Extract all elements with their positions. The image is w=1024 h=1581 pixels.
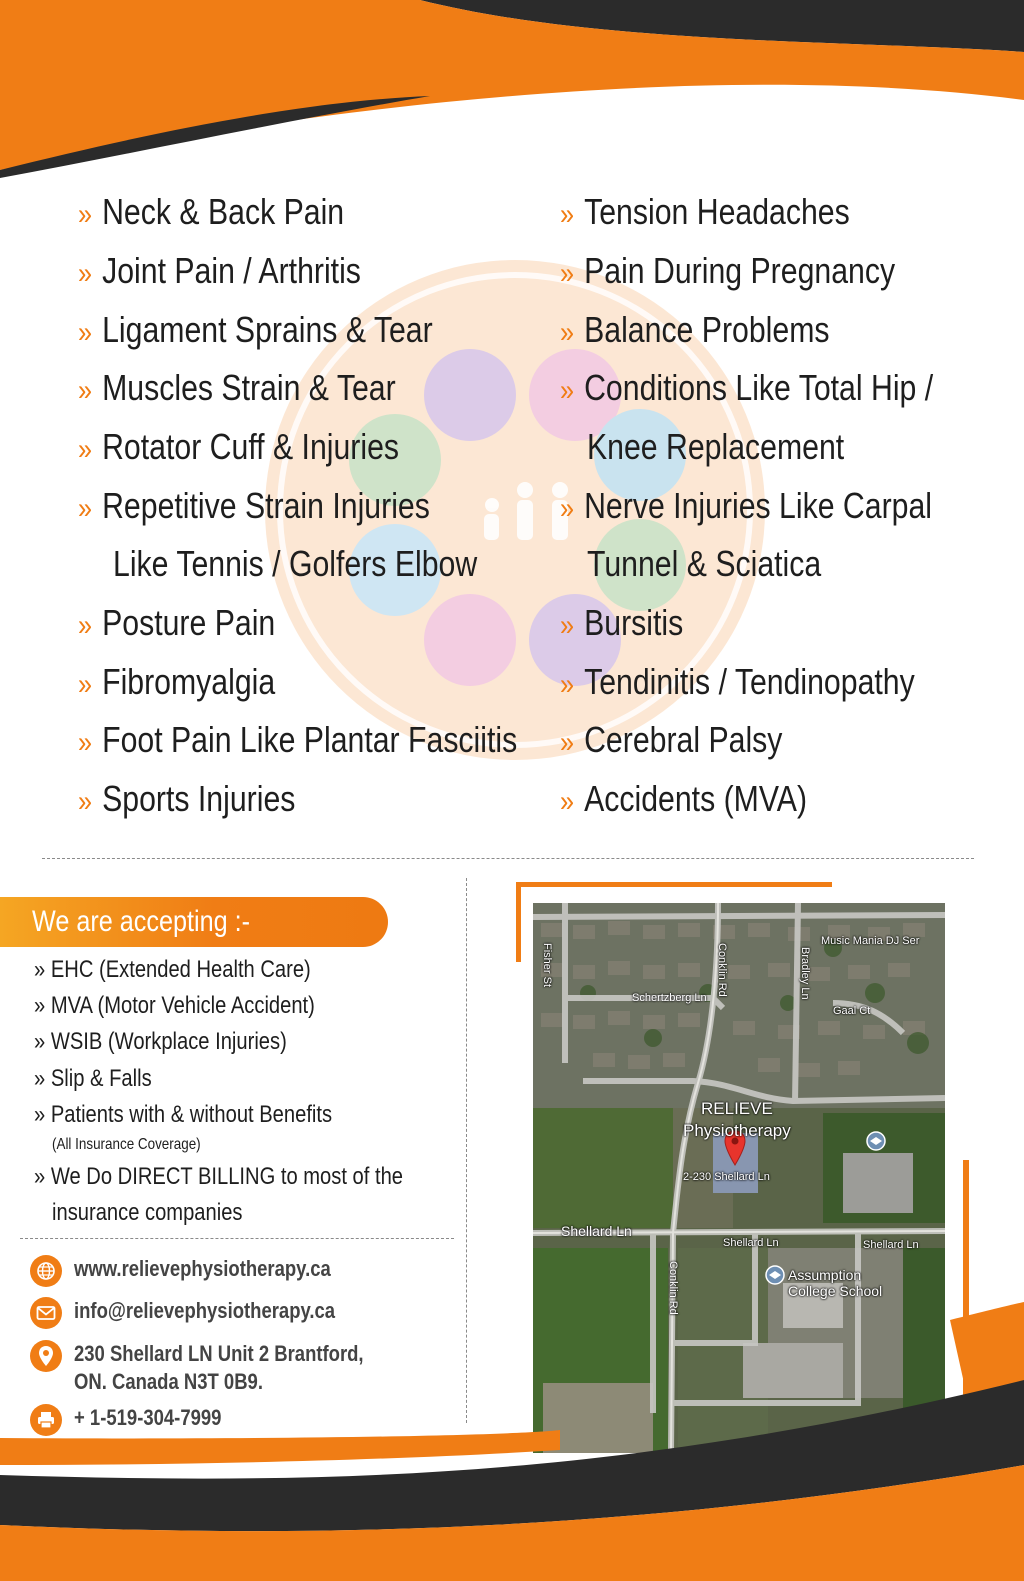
service-item: » Repetitive Strain Injuries bbox=[78, 485, 430, 526]
accepting-title: We are accepting :- bbox=[32, 905, 251, 938]
map-label-schertzberg: Schertzberg Ln bbox=[632, 992, 707, 1004]
map-label-assumption: Assumption bbox=[788, 1267, 862, 1283]
service-item: » Pain During Pregnancy bbox=[560, 250, 896, 291]
service-item: » Ligament Sprains & Tear bbox=[78, 309, 433, 350]
map-label-gaal: Gaal Ct bbox=[833, 1005, 871, 1017]
service-item: » Muscles Strain & Tear bbox=[78, 367, 396, 408]
map-frame-top bbox=[516, 882, 832, 887]
service-item-continuation: Like Tennis / Golfers Elbow bbox=[113, 543, 478, 584]
map-label-conklin-top: Conklin Rd bbox=[716, 943, 728, 997]
accepting-item: » Patients with & without Benefits bbox=[34, 1101, 333, 1128]
service-item: » Conditions Like Total Hip / bbox=[560, 367, 934, 408]
accepting-item-continuation: insurance companies bbox=[52, 1199, 243, 1226]
address-text: 230 Shellard LN Unit 2 Brantford, ON. Canada N3T 0B9. bbox=[74, 1341, 364, 1394]
service-item: » Tendinitis / Tendinopathy bbox=[560, 661, 915, 702]
globe-icon bbox=[30, 1255, 62, 1287]
map-label-shellard-main: Shellard Ln bbox=[561, 1223, 632, 1239]
contact-website bbox=[30, 1255, 380, 1287]
service-item: » Neck & Back Pain bbox=[78, 191, 345, 232]
map-label-college: College School bbox=[788, 1283, 883, 1299]
accepting-item: » MVA (Motor Vehicle Accident) bbox=[34, 992, 315, 1019]
map-label-conklin-bottom: Conklin Rd bbox=[667, 1261, 679, 1315]
service-item: » Nerve Injuries Like Carpal bbox=[560, 485, 933, 526]
service-item: » Posture Pain bbox=[78, 602, 276, 643]
service-item: » Foot Pain Like Plantar Fasciitis bbox=[78, 719, 518, 760]
map-label-address: 2-230 Shellard Ln bbox=[683, 1171, 770, 1183]
service-item: » Bursitis bbox=[560, 602, 684, 643]
phone-number[interactable]: + 1-519-304-7999 bbox=[74, 1405, 222, 1430]
map-label-physiotherapy: Physiotherapy bbox=[683, 1121, 791, 1140]
service-item-continuation: Knee Replacement bbox=[587, 426, 845, 467]
email-link[interactable]: info@relievephysiotherapy.ca bbox=[74, 1298, 336, 1323]
service-item: » Rotator Cuff & Injuries bbox=[78, 426, 400, 467]
accepting-item: » EHC (Extended Health Care) bbox=[34, 956, 311, 983]
accepting-item: » Slip & Falls bbox=[34, 1065, 152, 1092]
accepting-item: » WSIB (Workplace Injuries) bbox=[34, 1028, 287, 1055]
map-label-shellard-right: Shellard Ln bbox=[863, 1239, 919, 1251]
website-link[interactable]: www.relievephysiotherapy.ca bbox=[74, 1256, 331, 1281]
service-item: » Sports Injuries bbox=[78, 778, 296, 819]
service-item: » Balance Problems bbox=[560, 309, 830, 350]
service-item-continuation: Tunnel & Sciatica bbox=[587, 543, 822, 584]
insurance-note: (All Insurance Coverage) bbox=[52, 1136, 201, 1153]
bottom-banner bbox=[0, 1290, 1024, 1581]
service-item: » Accidents (MVA) bbox=[560, 778, 808, 819]
map-label-relieve: RELIEVE bbox=[701, 1099, 773, 1118]
accepting-banner bbox=[0, 897, 388, 947]
service-item: » Tension Headaches bbox=[560, 191, 850, 232]
map-label-shellard-mid: Shellard Ln bbox=[723, 1237, 779, 1249]
contact-divider bbox=[20, 1238, 454, 1239]
service-item: » Joint Pain / Arthritis bbox=[78, 250, 361, 291]
service-item: » Fibromyalgia bbox=[78, 661, 276, 702]
map-label-bradley: Bradley Ln bbox=[799, 947, 811, 1000]
map-label-fisher: Fisher St bbox=[541, 943, 553, 988]
map-label-music: Music Mania DJ Ser bbox=[821, 935, 920, 947]
horizontal-divider bbox=[42, 858, 974, 859]
service-item: » Cerebral Palsy bbox=[560, 719, 783, 760]
map-frame-left bbox=[516, 882, 521, 962]
accepting-item: » We Do DIRECT BILLING to most of the bbox=[34, 1163, 403, 1190]
